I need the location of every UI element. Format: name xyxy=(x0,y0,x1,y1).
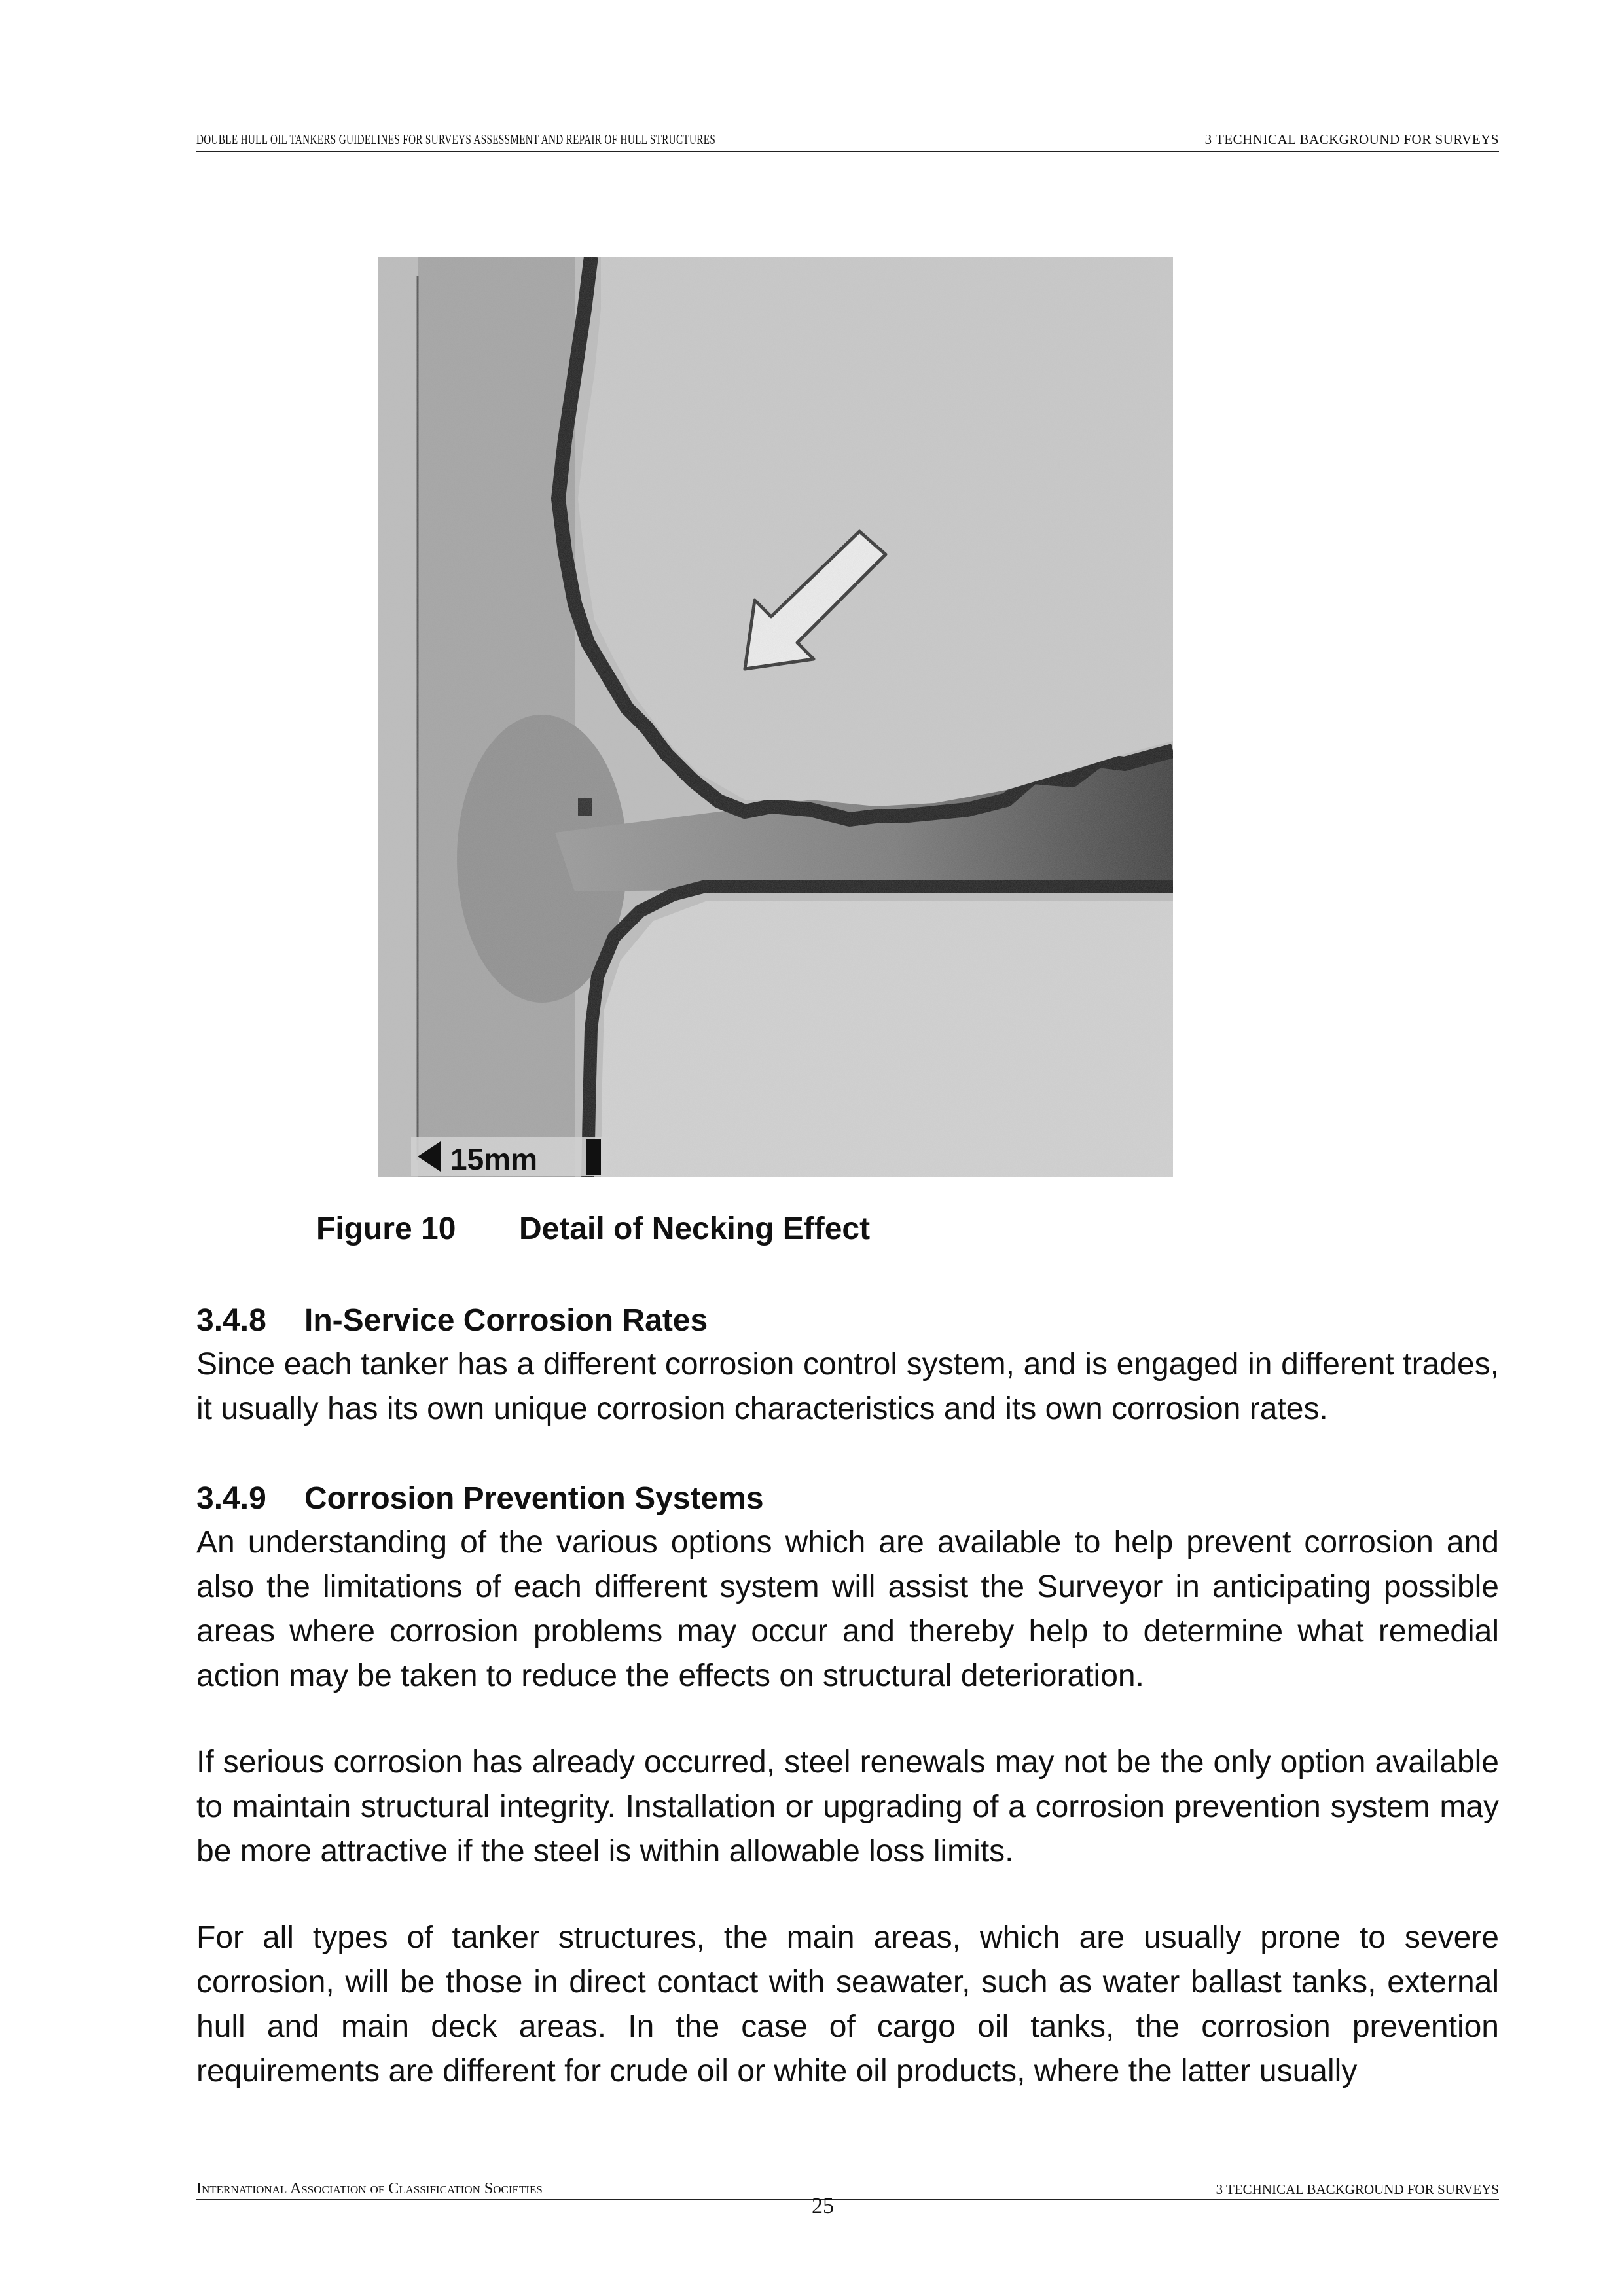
body-paragraph: If serious corrosion has already occurred, steel renewals may not be the only option available to maintain structural integrity. Installation or upgrading of a corrosion prevention system may be more attractive if the steel is within allowable loss limits. xyxy=(196,1745,1499,1869)
section-title: In-Service Corrosion Rates xyxy=(304,1303,708,1338)
section-heading xyxy=(196,1302,1499,1338)
figure-title: Detail of Necking Effect xyxy=(519,1211,871,1246)
section-3-4-9 xyxy=(196,1480,1499,2094)
body-paragraph: For all types of tanker structures, the main areas, which are usually prone to severe corrosion, will be those in direct contact with seawater, such as water ballast tanks, external hull and main deck areas. In the case of cargo oil tanks, the corrosion prevention requirements are different for crude oil or white oil products, where the latter usually xyxy=(196,1920,1499,2089)
body-paragraph: Since each tanker has a different corrosion control system, and is engaged in different trades, it usually has its own unique corrosion characteristics and its own corrosion rates. xyxy=(196,1347,1499,1426)
scale-bar xyxy=(411,1137,607,1176)
section-number: 3.4.9 xyxy=(196,1481,266,1516)
figure-number: Figure 10 xyxy=(316,1211,456,1246)
footer-rule xyxy=(196,2199,1499,2200)
figure-caption xyxy=(316,1211,870,1247)
section-heading xyxy=(196,1480,1499,1516)
section-3-4-8 xyxy=(196,1302,1499,1431)
section-number: 3.4.8 xyxy=(196,1303,266,1338)
header-document-title: DOUBLE HULL OIL TANKERS GUIDELINES FOR SURVEYS ASSESSMENT AND REPAIR OF HULL STRUCTURES xyxy=(196,132,716,147)
page-footer xyxy=(196,2178,1499,2200)
scale-label: 15mm xyxy=(450,1142,537,1176)
footer-chapter-title: 3 TECHNICAL BACKGROUND FOR SURVEYS xyxy=(1216,2181,1499,2197)
necking-effect-photo xyxy=(378,257,1173,1177)
section-title: Corrosion Prevention Systems xyxy=(304,1481,764,1516)
page-header xyxy=(196,128,1499,152)
page-number: 25 xyxy=(812,2194,834,2218)
footer-organization: International Association of Classification Societies xyxy=(196,2180,543,2197)
body-paragraph: An understanding of the various options which are available to help prevent corrosion and also the limitations of each different system will assist the Surveyor in anticipating possible areas where corrosion problems may occur and thereby help to determine what remedial action may be taken to reduce the effects on structural deterioration. xyxy=(196,1525,1499,1693)
header-chapter-title: 3 TECHNICAL BACKGROUND FOR SURVEYS xyxy=(1204,132,1499,147)
